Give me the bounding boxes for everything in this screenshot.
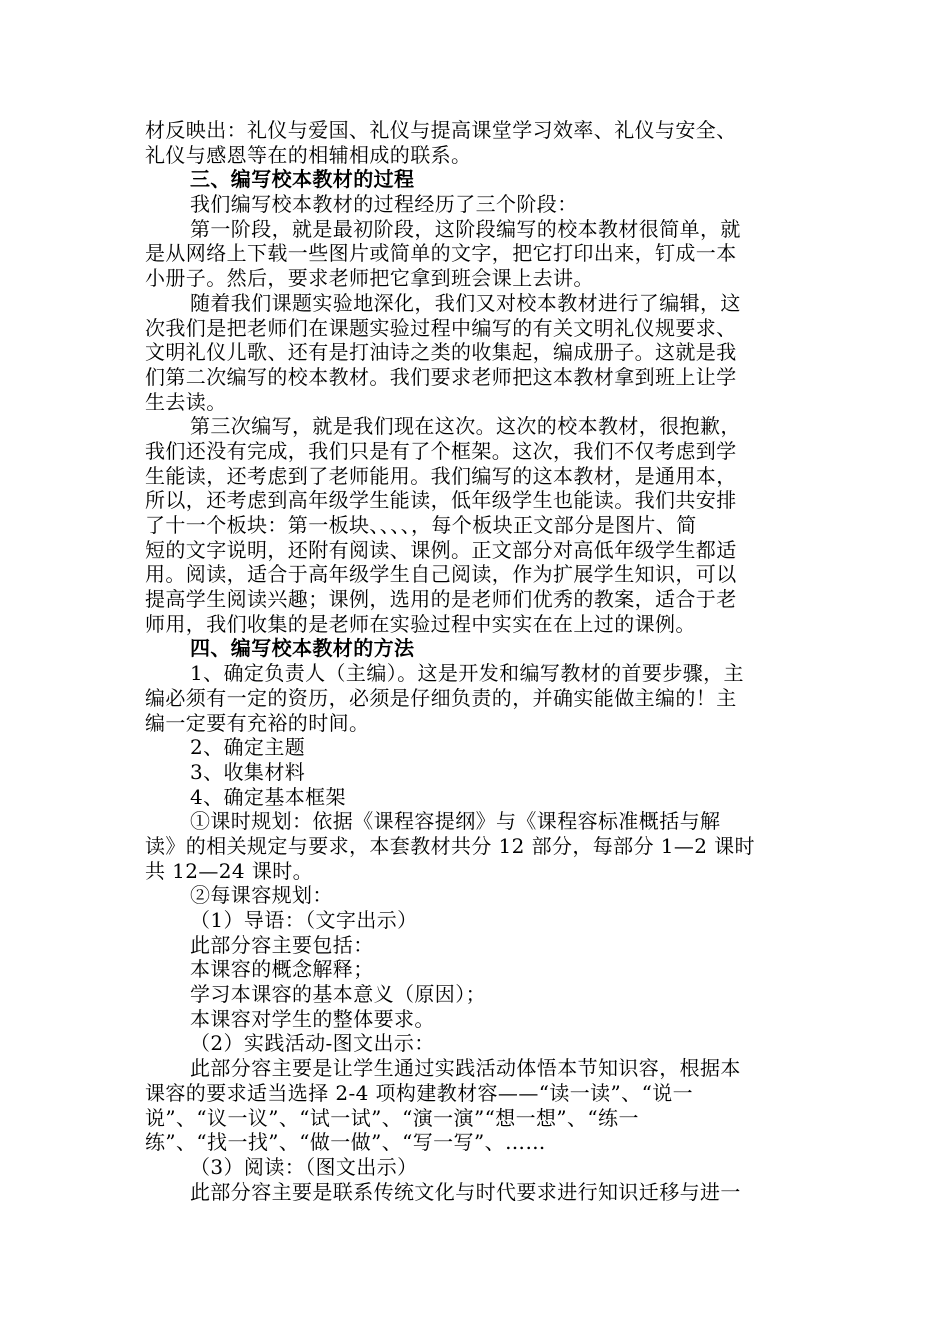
text-line: 所以，还考虑到高年级学生能读，低年级学生也能读。我们共安排 xyxy=(145,488,737,513)
document-page xyxy=(145,118,805,1204)
text-line: 们第二次编写的校本教材。我们要求老师把这本教材拿到班上让学 xyxy=(145,364,737,389)
text-line: 次我们是把老师们在课题实验过程中编写的有关文明礼仪规要求、 xyxy=(145,315,737,340)
section-heading: 三、编写校本教材的过程 xyxy=(190,167,415,192)
text-line: 我们编写校本教材的过程经历了三个阶段： xyxy=(190,192,578,217)
text-line: （2）实践活动-图文出示： xyxy=(190,1031,435,1056)
text-line: ①课时规划：依据《课程容提纲》与《课程容标准概括与解 xyxy=(190,809,721,834)
text-line: 1、确定负责人（主编）。这是开发和编写教材的首要步骤，主 xyxy=(190,661,744,686)
text-line: 提高学生阅读兴趣；课例，选用的是老师们优秀的教案，适合于老 xyxy=(145,587,737,612)
text-line: 读》的相关规定与要求，本套教材共分 12 部分，每部分 1—2 课时 xyxy=(145,833,755,858)
text-line: 共 12—24 课时。 xyxy=(145,858,314,883)
text-line: 我们还没有完成，我们只是有了个框架。这次，我们不仅考虑到学 xyxy=(145,438,737,463)
text-line: 编一定要有充裕的时间。 xyxy=(145,710,370,735)
text-line: 课容的要求适当选择 2-4 项构建教材容——“读一读”、“说一 xyxy=(145,1080,693,1105)
text-line: 此部分容主要是联系传统文化与时代要求进行知识迁移与进一 xyxy=(190,1179,741,1204)
text-line: ②每课容规划： xyxy=(190,883,333,908)
text-line: 3、收集材料 xyxy=(190,759,306,784)
text-line: 编必须有一定的资历，必须是仔细负责的，并确实能做主编的！主 xyxy=(145,685,737,710)
text-line: 第一阶段，就是最初阶段，这阶段编写的校本教材很简单，就 xyxy=(190,216,741,241)
text-line: 是从网络上下载一些图片或简单的文字，把它打印出来，钉成一本 xyxy=(145,241,737,266)
section-heading: 四、编写校本教材的方法 xyxy=(190,636,415,661)
text-line: 文明礼仪儿歌、还有是打油诗之类的收集起，编成册子。这就是我 xyxy=(145,340,737,365)
text-line: 材反映出：礼仪与爱国、礼仪与提高课堂学习效率、礼仪与安全、 xyxy=(145,118,737,142)
text-line: 本课容对学生的整体要求。 xyxy=(190,1006,435,1031)
text-line: 说”、“议一议”、“试一试”、“演一演”“想一想”、“练一 xyxy=(145,1105,639,1130)
text-line: 短的文字说明，还附有阅读、课例。正文部分对高低年级学生都适 xyxy=(145,537,737,562)
text-line: 生能读，还考虑到了老师能用。我们编写的这本教材，是通用本， xyxy=(145,463,737,488)
text-line: （3）阅读：（图文出示） xyxy=(190,1154,418,1179)
text-line: 用。阅读，适合于高年级学生自己阅读，作为扩展学生知识，可以 xyxy=(145,562,737,587)
text-line: 师用，我们收集的是老师在实验过程中实实在在上过的课例。 xyxy=(145,611,696,636)
text-line: 4、确定基本框架 xyxy=(190,784,346,809)
text-line: 礼仪与感恩等在的相辅相成的联系。 xyxy=(145,142,472,167)
text-line: 2、确定主题 xyxy=(190,735,306,760)
text-line: 此部分容主要是让学生通过实践活动体悟本节知识容，根据本 xyxy=(190,1056,741,1081)
text-line: 随着我们课题实验地深化，我们又对校本教材进行了编辑，这 xyxy=(190,290,741,315)
text-line: 了十一个板块：第一板块、、、、，每个板块正文部分是图片、简 xyxy=(145,513,697,537)
text-line: （1）导语：（文字出示） xyxy=(190,908,418,932)
text-line: 学习本课容的基本意义（原因）； xyxy=(190,982,486,1007)
text-line: 第三次编写，就是我们现在这次。这次的校本教材，很抱歉， xyxy=(190,414,741,439)
text-line: 练”、“找一找”、“做一做”、“写一写”、…… xyxy=(145,1130,546,1155)
text-line: 此部分容主要包括： xyxy=(190,932,374,957)
text-line: 本课容的概念解释； xyxy=(190,957,374,982)
text-line: 生去读。 xyxy=(145,389,227,414)
text-line: 小册子。然后，要求老师把它拿到班会课上去讲。 xyxy=(145,266,594,291)
